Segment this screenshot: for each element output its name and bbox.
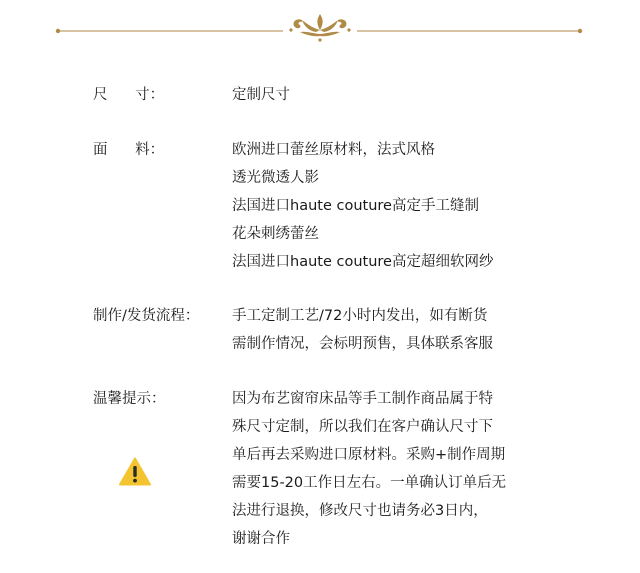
size-value	[232, 81, 290, 109]
text-line: 手工定制工艺/72小时内发出，如有断货	[232, 308, 488, 324]
text-line: 花朵刺绣蕾丝	[232, 226, 319, 242]
production-value	[232, 302, 493, 358]
fabric-label: 面 料：	[93, 142, 165, 158]
fleur-ornament-icon	[289, 14, 350, 42]
text-line: 欧洲进口蕾丝原材料，法式风格	[232, 142, 435, 158]
text-line: 法国进口haute couture高定手工缝制	[232, 198, 479, 214]
text-line: 殊尺寸定制，所以我们在客户确认尺寸下	[232, 419, 493, 435]
text-line: 谢谢合作	[232, 531, 290, 547]
production-label: 制作/发货流程：	[93, 308, 200, 324]
notice-value	[232, 385, 506, 553]
text-line: 法进行退换，修改尺寸也请务必3日内，	[232, 503, 488, 519]
text-line: 因为布艺窗帘床品等手工制作商品属于特	[232, 391, 493, 407]
fabric-value	[232, 136, 493, 276]
text-line: 透光微透人影	[232, 170, 319, 186]
text-line: 法国进口haute couture高定超细软网纱	[232, 254, 494, 270]
text-line: 定制尺寸	[232, 87, 290, 103]
size-label: 尺 寸：	[93, 87, 165, 103]
warning-triangle-icon	[119, 457, 151, 486]
header-divider	[0, 0, 640, 50]
text-line: 需制作情况，会标明预售，具体联系客服	[232, 336, 493, 352]
notice-label: 温馨提示：	[93, 391, 166, 407]
text-line: 单后再去采购进口原材料。采购+制作周期	[232, 447, 506, 463]
text-line: 需要15-20工作日左右。一单确认订单后无	[232, 475, 507, 491]
